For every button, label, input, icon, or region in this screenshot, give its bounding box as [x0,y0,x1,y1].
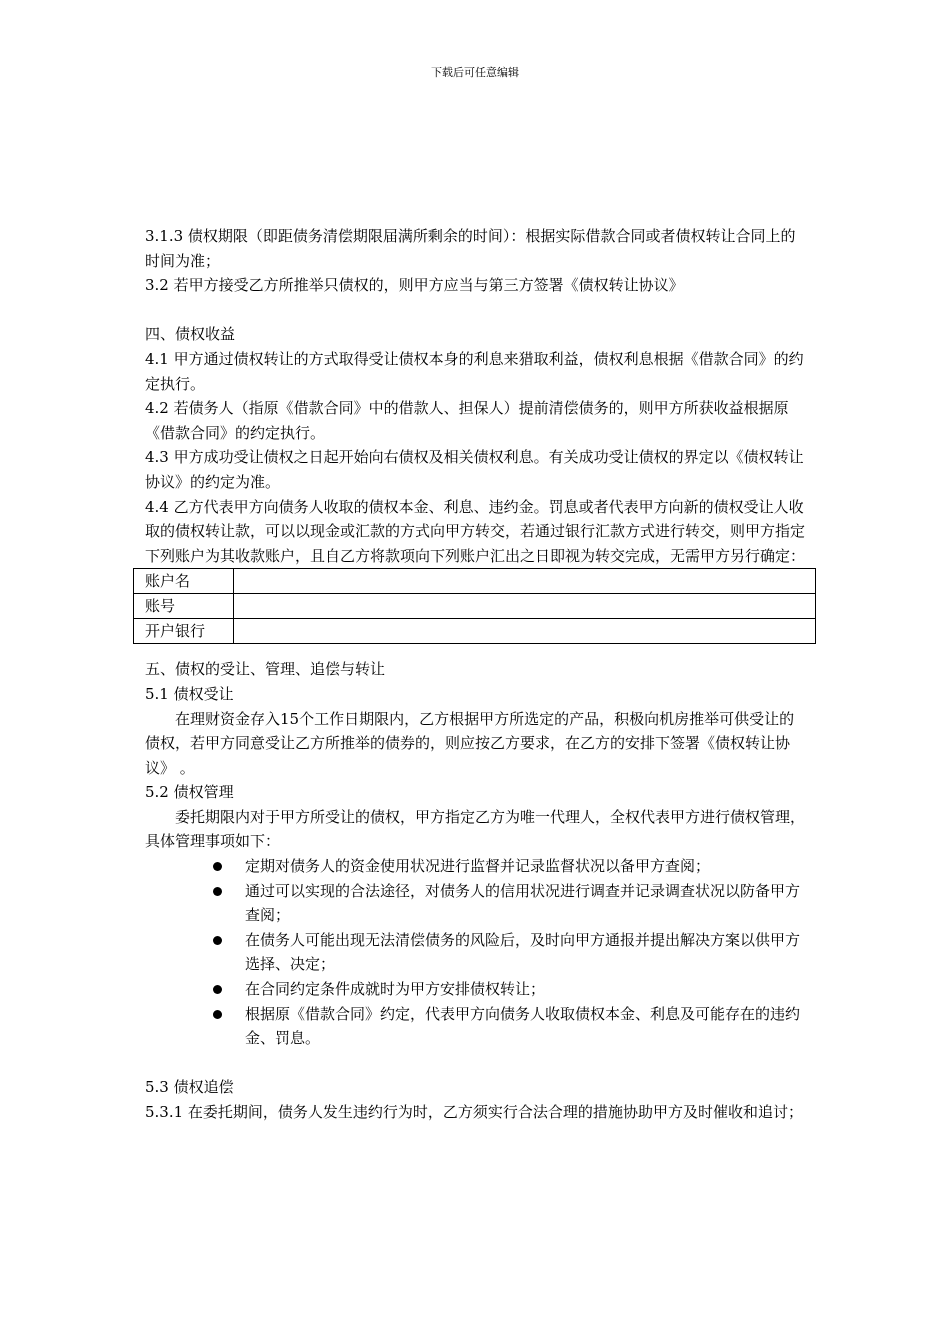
clause-5-1-body: 在理财资金存入15个工作日期限内，乙方根据甲方所选定的产品，积极向机房推举可供受让的债权，若甲方同意受让乙方所推举的债券的，则应按乙方要求，在乙方的安排下签署《债权转让协议》 。 [145,709,795,777]
bullet-icon [213,936,222,945]
table-row [134,569,816,594]
list-item: 定期对债务人的资金使用状况进行监督并记录监督状况以备甲方查阅； [245,854,807,879]
clause-3-1-3: 3.1.3 债权期限（即距债务清偿期限届满所剩余的时间）：根据实际借款合同或者债权转让合同上的时间为准； [145,227,796,270]
table-row [134,619,816,644]
clause-5-3-title: 5.3 债权追偿 [145,1078,234,1097]
bank-label: 开户银行 [134,619,234,644]
bullet-icon [213,887,222,896]
table-row [134,594,816,619]
spacer [145,644,807,657]
clause-4-2: 4.2 若债务人（指原《借款合同》中的借款人、担保人）提前清偿债务的，则甲方所获收益根据原《借款合同》的约定执行。 [145,399,789,442]
clause-5-2-title: 5.2 债权管理 [145,783,234,802]
list-item: 通过可以实现的合法途径，对债务人的信用状况进行调查并记录调查状况以防备甲方查阅； [245,879,807,928]
clause-5-1-title: 5.1 债权受让 [145,684,234,703]
section-4-title: 四、债权收益 [145,325,236,344]
bank-value [234,619,816,644]
clause-4-1: 4.1 甲方通过债权转让的方式取得受让债权本身的利息来猎取利益，债权利息根据《借款合同》的约定执行。 [145,349,804,393]
bullet-icon [213,985,222,994]
clause-4-3: 4.3 甲方成功受让债权之日起开始向右债权及相关债权利息。有关成功受让债权的界定以《债权转让协议》的约定为准。 [145,448,804,491]
bullet-icon [213,862,222,871]
section-5-title: 五、债权的受让、管理、追偿与转让 [145,660,386,679]
list-item: 在合同约定条件成就时为甲方安排债权转让； [245,977,807,1002]
list-item: 在债务人可能出现无法清偿债务的风险后，及时向甲方通报并提出解决方案以供甲方选择、决定； [245,928,807,977]
bullet-icon [213,1010,222,1019]
account-table [133,568,816,644]
list-item: 根据原《借款合同》约定，代表甲方向债务人收取债权本金、利息及可能存在的违约金、罚息。 [245,1002,807,1051]
account-number-label: 账号 [134,594,234,619]
document-body [145,224,807,1125]
account-number-value [234,594,816,619]
page-header: 下载后可任意编辑 [431,66,519,79]
clause-5-3-1: 5.3.1 在委托期间，债务人发生违约行为时，乙方须实行合法合理的措施协助甲方及时催收和追讨； [145,1103,803,1121]
blank-line [145,1051,807,1076]
account-name-label: 账户名 [134,569,234,594]
management-list [145,854,807,1051]
blank-line [145,298,807,323]
clause-5-2-body: 委托期限内对于甲方所受让的债权，甲方指定乙方为唯一代理人，全权代表甲方进行债权管理，具体管理事项如下： [145,807,806,851]
clause-3-2: 3.2 若甲方接受乙方所推举只债权的，则甲方应当与第三方签署《债权转让协议》 [145,276,684,295]
account-name-value [234,569,816,594]
clause-4-4: 4.4 乙方代表甲方向债务人收取的债权本金、利息、违约金。罚息或者代表甲方向新的债权受让人收取的债权转让款，可以以现金或汇款的方式向甲方转交，若通过银行汇款方式进行转交，则甲方指定下列账户为其收款账户，且自乙方将款项向下列账户汇出之日即视为转交完成，无需甲方另行确定： [145,497,806,565]
